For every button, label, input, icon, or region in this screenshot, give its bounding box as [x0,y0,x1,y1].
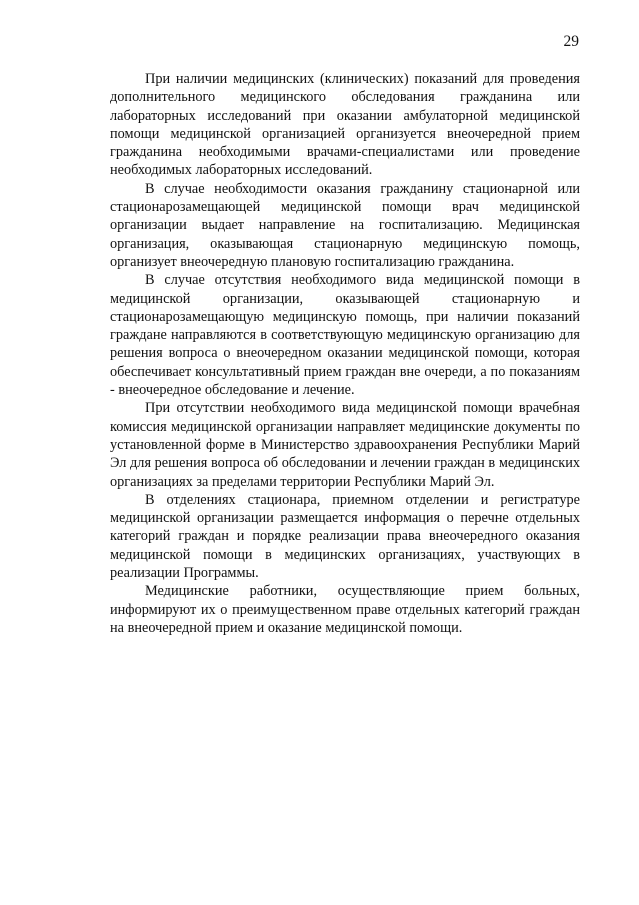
paragraph-medical-commission: При отсутствии необходимого вида медицинской помощи врачебная комиссия медицинской организации направляет медицинские документы по установленной форме в Министерство здравоохранения Республики Марий Эл для решения вопроса об обследовании и лечении граждан в медицинских организациях за пределами территории Республики Марий Эл. [110,400,580,490]
paragraph-staff-informing: Медицинские работники, осуществляющие прием больных, информируют их о преимущественном праве отдельных категорий граждан на внеочередной прием и оказание медицинской помощи. [110,583,580,636]
document-body [110,70,580,637]
paragraph-extra-exam: При наличии медицинских (клинических) показаний для проведения дополнительного медицинского обследования гражданина или лабораторных исследований при оказании амбулаторной медицинской помощи медицинской организацией организуется внеочередной прием гражданина необходимыми врачами-специалистами или проведение необходимых лабораторных исследований. [110,71,580,179]
paragraph-missing-care-referral: В случае отсутствия необходимого вида медицинской помощи в медицинской организации, оказывающей стационарную и стационарозамещающую медицинскую помощь, при наличии показаний граждане направляются в соответствующую медицинскую организацию для решения вопроса о внеочередном оказании медицинской помощи, которая обеспечивает консультативный прием граждан вне очереди, а по показаниям - внеочередное обследование и лечение. [110,272,580,399]
paragraph-information-posting: В отделениях стационара, приемном отделении и регистратуре медицинской организации размещается информация о перечне отдельных категорий граждан и порядке реализации права внеочередного оказания медицинской помощи в медицинских организациях, участвующих в реализации Программы. [110,491,580,582]
paragraph-hospitalization-referral: В случае необходимости оказания гражданину стационарной или стационарозамещающей медицинской помощи врач медицинской организации выдает направление на госпитализацию. Медицинская организация, оказывающая стационарную медицинскую помощь, организует внеочередную плановую госпитализацию гражданина. [110,180,580,270]
page-number: 29 [563,33,579,50]
